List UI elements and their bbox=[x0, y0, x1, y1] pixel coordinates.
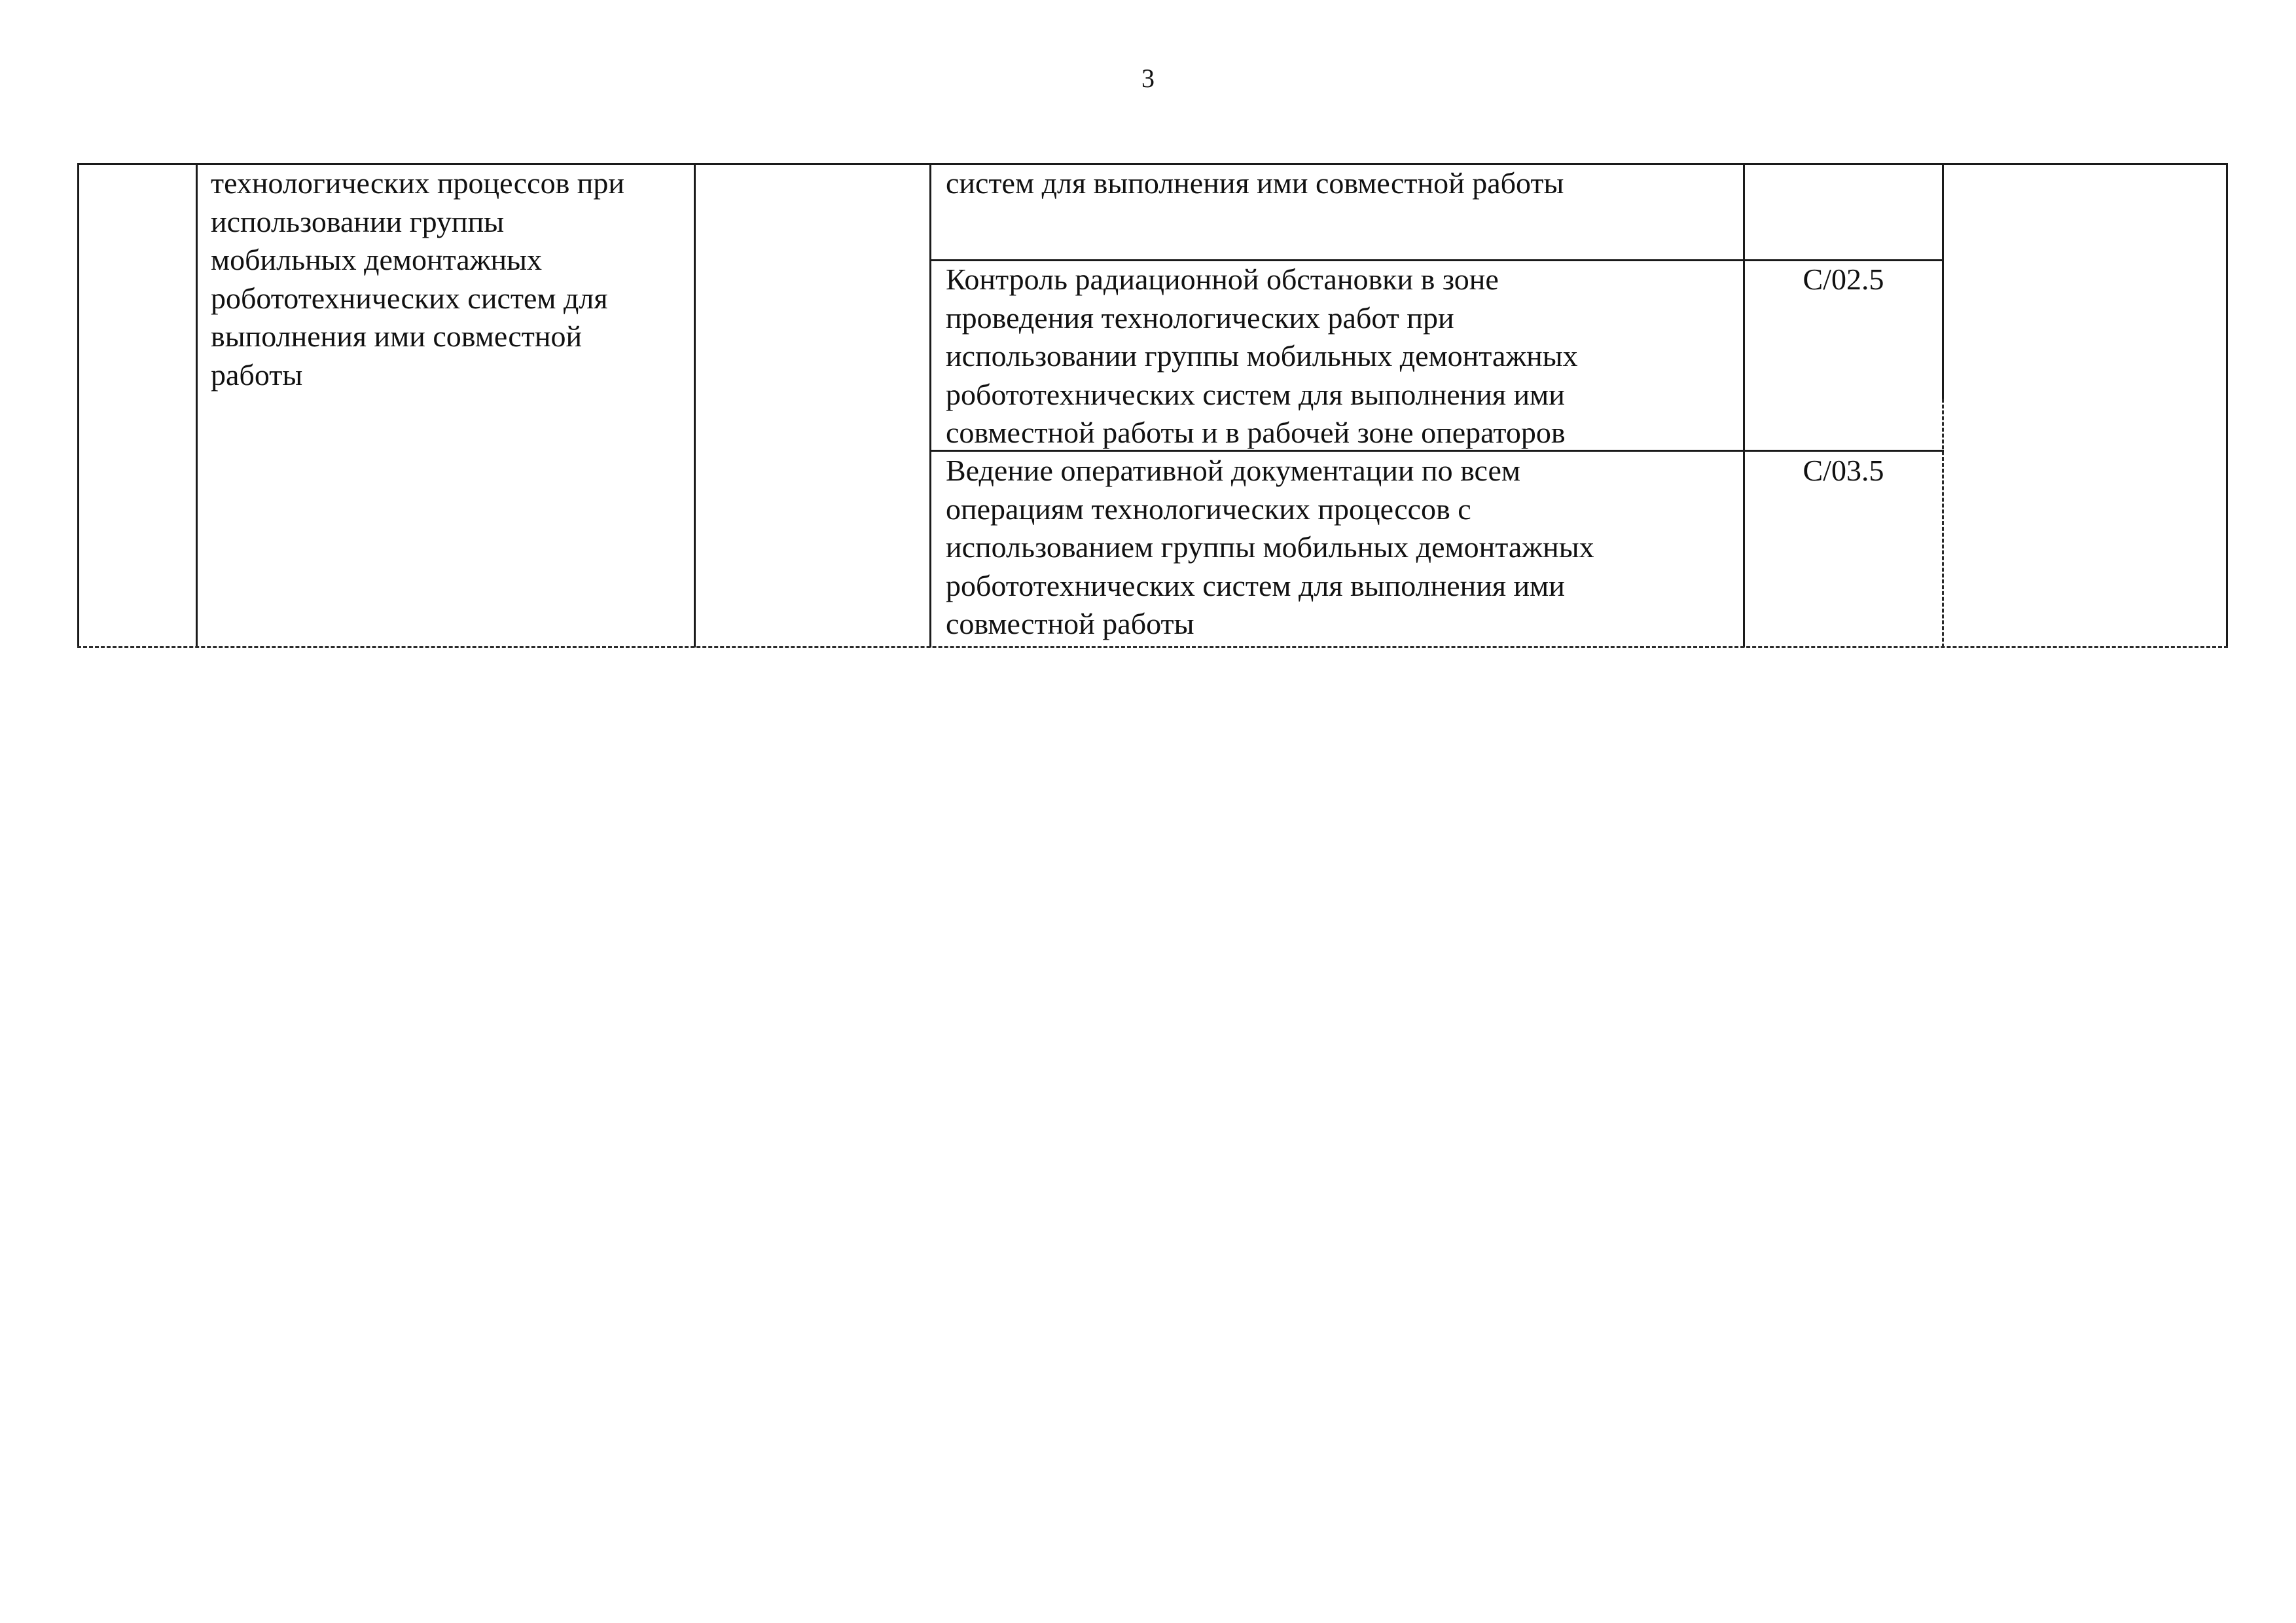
column-divider-3 bbox=[929, 163, 931, 647]
column-divider-5 bbox=[1942, 163, 1944, 399]
column-divider-1 bbox=[196, 163, 198, 647]
column-divider-4 bbox=[1743, 163, 1745, 647]
page-number: 3 bbox=[1141, 64, 1155, 93]
table-right-border bbox=[2226, 163, 2228, 647]
column-divider-5-dashed bbox=[1942, 399, 1944, 647]
function-text-row-3: Ведение оперативной документации по всем операциям технологических процессов с использованием группы мобильных демонтажных робототехнических систем для выполнения ими совместной работы bbox=[946, 454, 1594, 640]
column-divider-2 bbox=[694, 163, 696, 647]
function-text-row-2: Контроль радиационной обстановки в зоне проведения технологических работ при использовании группы мобильных демонтажных робототехнических систем для выполнения ими совместной работы и в рабочей зоне операторов bbox=[946, 263, 1578, 449]
table-left-border bbox=[77, 163, 79, 647]
function-text-row-1: систем для выполнения ими совместной работы bbox=[946, 166, 1564, 200]
function-code-row-3: С/03.5 bbox=[1803, 454, 1884, 487]
labor-function-text: технологических процессов при использовании группы мобильных демонтажных робототехнических систем для выполнения ими совместной работы bbox=[211, 166, 625, 392]
function-code-row-2: С/02.5 bbox=[1803, 263, 1884, 296]
table-bottom-border bbox=[77, 646, 2228, 648]
